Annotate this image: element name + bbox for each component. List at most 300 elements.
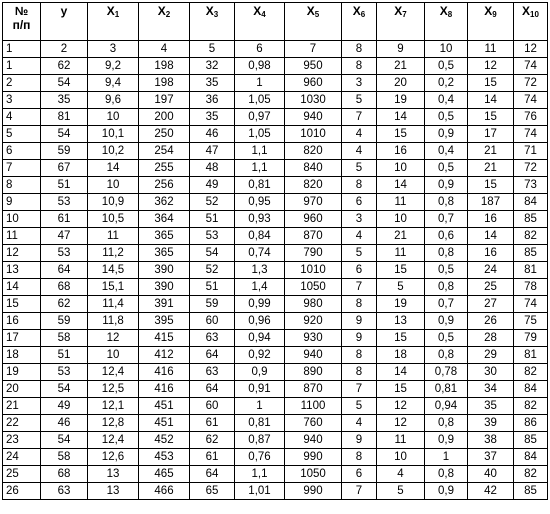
table-cell: 0,76 xyxy=(235,449,285,466)
table-cell: 58 xyxy=(41,449,88,466)
table-cell: 40 xyxy=(468,466,514,483)
table-cell: 60 xyxy=(190,313,235,330)
table-cell: 9,6 xyxy=(88,92,139,109)
table-cell: 27 xyxy=(468,296,514,313)
table-cell: 9 xyxy=(342,432,377,449)
row-index-cell: 25 xyxy=(3,466,41,483)
table-cell: 29 xyxy=(468,347,514,364)
column-header xyxy=(88,3,139,41)
table-row xyxy=(3,160,548,177)
table-cell: 9 xyxy=(377,41,425,58)
table-cell: 10,9 xyxy=(88,194,139,211)
table-cell: 75 xyxy=(514,313,548,330)
table-cell: 1,1 xyxy=(235,160,285,177)
row-index-cell: 24 xyxy=(3,449,41,466)
table-cell: 11 xyxy=(377,194,425,211)
table-cell: 10 xyxy=(88,177,139,194)
column-header-subscript: 1 xyxy=(114,10,120,19)
table-cell: 1 xyxy=(425,449,468,466)
table-row xyxy=(3,109,548,126)
table-cell: 365 xyxy=(139,245,190,262)
table-cell: 21 xyxy=(377,58,425,75)
table-cell: 54 xyxy=(41,75,88,92)
table-cell: 14 xyxy=(468,92,514,109)
table-cell: 35 xyxy=(190,75,235,92)
table-cell: 1,05 xyxy=(235,92,285,109)
table-cell: 3 xyxy=(342,75,377,92)
table-cell: 0,9 xyxy=(425,432,468,449)
table-cell: 10 xyxy=(425,41,468,58)
table-cell: 14 xyxy=(377,177,425,194)
row-index-cell: 2 xyxy=(3,75,41,92)
table-row xyxy=(3,398,548,415)
column-header xyxy=(235,3,285,41)
table-cell: 13 xyxy=(88,483,139,500)
table-cell: 7 xyxy=(342,381,377,398)
table-cell: 82 xyxy=(514,364,548,381)
table-cell: 415 xyxy=(139,330,190,347)
column-header xyxy=(41,3,88,41)
table-cell: 1050 xyxy=(285,466,342,483)
table-cell: 5 xyxy=(377,483,425,500)
table-cell: 0,84 xyxy=(235,228,285,245)
table-cell: 59 xyxy=(41,313,88,330)
table-cell: 14 xyxy=(468,228,514,245)
table-cell: 49 xyxy=(41,398,88,415)
table-cell: 15 xyxy=(468,177,514,194)
table-cell: 59 xyxy=(190,296,235,313)
table-cell: 4 xyxy=(342,228,377,245)
column-header xyxy=(377,3,425,41)
table-cell: 38 xyxy=(468,432,514,449)
table-row xyxy=(3,228,548,245)
table-cell: 12 xyxy=(514,41,548,58)
table-cell: 74 xyxy=(514,126,548,143)
table-cell: 1 xyxy=(235,75,285,92)
column-header xyxy=(468,3,514,41)
table-cell: 10 xyxy=(377,160,425,177)
table-cell: 65 xyxy=(190,483,235,500)
table-row xyxy=(3,194,548,211)
column-header-label: X xyxy=(253,4,262,18)
table-cell: 0,74 xyxy=(235,245,285,262)
table-cell: 11 xyxy=(377,245,425,262)
table-cell: 0,7 xyxy=(425,296,468,313)
column-header-label: X xyxy=(484,4,493,18)
table-cell: 0,81 xyxy=(235,177,285,194)
table-cell: 11,2 xyxy=(88,245,139,262)
column-header-subscript: 6 xyxy=(360,10,366,19)
table-cell: 198 xyxy=(139,58,190,75)
table-cell: 53 xyxy=(41,194,88,211)
table-cell: 990 xyxy=(285,449,342,466)
table-cell: 0,95 xyxy=(235,194,285,211)
column-header-label: y xyxy=(60,4,68,18)
table-cell: 2 xyxy=(41,41,88,58)
table-cell: 20 xyxy=(377,75,425,92)
table-cell: 16 xyxy=(377,143,425,160)
table-cell: 52 xyxy=(190,194,235,211)
table-row xyxy=(3,364,548,381)
table-row xyxy=(3,92,548,109)
table-cell: 14 xyxy=(88,160,139,177)
table-cell: 0,9 xyxy=(425,313,468,330)
table-cell: 940 xyxy=(285,347,342,364)
table-cell: 7 xyxy=(285,41,342,58)
table-cell: 64 xyxy=(190,466,235,483)
column-header xyxy=(285,3,342,41)
table-row xyxy=(3,330,548,347)
table-cell: 60 xyxy=(190,398,235,415)
column-header-subscript: 5 xyxy=(314,10,320,19)
table-cell: 64 xyxy=(190,381,235,398)
table-cell: 840 xyxy=(285,160,342,177)
column-header xyxy=(139,3,190,41)
table-cell: 0,5 xyxy=(425,330,468,347)
table-cell: 10 xyxy=(88,109,139,126)
table-cell: 4 xyxy=(377,466,425,483)
table-cell: 0,97 xyxy=(235,109,285,126)
table-cell: 10,1 xyxy=(88,126,139,143)
column-header-label: X xyxy=(394,4,403,18)
table-cell: 12,4 xyxy=(88,364,139,381)
table-cell: 10,5 xyxy=(88,211,139,228)
table-cell: 30 xyxy=(468,364,514,381)
table-cell: 940 xyxy=(285,109,342,126)
table-cell: 51 xyxy=(190,211,235,228)
table-row xyxy=(3,211,548,228)
table-cell: 21 xyxy=(468,143,514,160)
table-cell: 1 xyxy=(235,398,285,415)
table-cell: 4 xyxy=(342,415,377,432)
table-cell: 0,9 xyxy=(235,364,285,381)
table-cell: 74 xyxy=(514,58,548,75)
table-cell: 6 xyxy=(342,194,377,211)
table-cell: 11,8 xyxy=(88,313,139,330)
column-header-label: X xyxy=(352,4,361,18)
row-index-cell: 6 xyxy=(3,143,41,160)
table-cell: 8 xyxy=(342,347,377,364)
table-cell: 250 xyxy=(139,126,190,143)
table-cell: 364 xyxy=(139,211,190,228)
table-cell: 0,98 xyxy=(235,58,285,75)
table-cell: 68 xyxy=(41,466,88,483)
table-cell: 0,4 xyxy=(425,92,468,109)
row-index-cell: 21 xyxy=(3,398,41,415)
table-row xyxy=(3,296,548,313)
table-cell: 452 xyxy=(139,432,190,449)
table-cell: 0,87 xyxy=(235,432,285,449)
row-index-cell: 22 xyxy=(3,415,41,432)
table-cell: 870 xyxy=(285,228,342,245)
table-cell: 84 xyxy=(514,381,548,398)
table-cell: 78 xyxy=(514,279,548,296)
table-cell: 5 xyxy=(342,160,377,177)
table-cell: 453 xyxy=(139,449,190,466)
table-cell: 0,9 xyxy=(425,177,468,194)
table-cell: 9 xyxy=(342,330,377,347)
table-cell: 7 xyxy=(342,109,377,126)
table-cell: 1,3 xyxy=(235,262,285,279)
table-cell: 85 xyxy=(514,211,548,228)
table-cell: 0,8 xyxy=(425,415,468,432)
table-row xyxy=(3,279,548,296)
table-cell: 54 xyxy=(41,126,88,143)
table-cell: 15 xyxy=(468,75,514,92)
table-row xyxy=(3,381,548,398)
table-cell: 198 xyxy=(139,75,190,92)
table-cell: 890 xyxy=(285,364,342,381)
column-header-label: X xyxy=(522,4,531,18)
column-header-subscript: 10 xyxy=(530,10,539,19)
table-cell: 12,6 xyxy=(88,449,139,466)
table-cell: 9,2 xyxy=(88,58,139,75)
table-cell: 53 xyxy=(190,228,235,245)
row-index-cell: 1 xyxy=(3,58,41,75)
table-cell: 0,81 xyxy=(425,381,468,398)
table-cell: 64 xyxy=(41,262,88,279)
row-index-cell: 20 xyxy=(3,381,41,398)
table-cell: 920 xyxy=(285,313,342,330)
row-index-cell: 17 xyxy=(3,330,41,347)
table-cell: 58 xyxy=(41,330,88,347)
table-cell: 0,9 xyxy=(425,126,468,143)
table-cell: 51 xyxy=(190,279,235,296)
table-cell: 12,1 xyxy=(88,398,139,415)
row-index-cell: 16 xyxy=(3,313,41,330)
table-cell: 870 xyxy=(285,381,342,398)
table-cell: 74 xyxy=(514,92,548,109)
table-cell: 36 xyxy=(190,92,235,109)
table-cell: 35 xyxy=(41,92,88,109)
table-cell: 790 xyxy=(285,245,342,262)
table-cell: 62 xyxy=(190,432,235,449)
column-header-label: X xyxy=(306,4,315,18)
table-cell: 960 xyxy=(285,75,342,92)
table-cell: 11 xyxy=(377,432,425,449)
table-cell: 21 xyxy=(377,228,425,245)
table-cell: 82 xyxy=(514,228,548,245)
table-row xyxy=(3,75,548,92)
table-cell: 59 xyxy=(41,143,88,160)
table-row xyxy=(3,58,548,75)
table-row xyxy=(3,466,548,483)
table-cell: 6 xyxy=(342,262,377,279)
table-cell: 5 xyxy=(342,398,377,415)
table-cell: 1100 xyxy=(285,398,342,415)
table-cell: 15,1 xyxy=(88,279,139,296)
table-cell: 13 xyxy=(377,313,425,330)
column-header-label: п/п xyxy=(12,18,31,32)
table-cell: 62 xyxy=(41,296,88,313)
table-cell: 12,4 xyxy=(88,432,139,449)
table-row xyxy=(3,126,548,143)
table-cell: 48 xyxy=(190,160,235,177)
table-cell: 7 xyxy=(342,279,377,296)
table-cell: 85 xyxy=(514,483,548,500)
table-cell: 76 xyxy=(514,109,548,126)
table-cell: 47 xyxy=(190,143,235,160)
table-cell: 81 xyxy=(514,262,548,279)
table-cell: 81 xyxy=(514,347,548,364)
table-cell: 187 xyxy=(468,194,514,211)
table-cell: 49 xyxy=(190,177,235,194)
table-cell: 5 xyxy=(190,41,235,58)
table-cell: 37 xyxy=(468,449,514,466)
table-cell: 11,4 xyxy=(88,296,139,313)
table-cell: 54 xyxy=(190,245,235,262)
table-cell: 0,8 xyxy=(425,194,468,211)
table-cell: 451 xyxy=(139,398,190,415)
table-cell: 1,1 xyxy=(235,143,285,160)
table-cell: 1,4 xyxy=(235,279,285,296)
row-index-cell: 9 xyxy=(3,194,41,211)
table-cell: 11 xyxy=(88,228,139,245)
table-cell: 61 xyxy=(41,211,88,228)
row-index-cell: 12 xyxy=(3,245,41,262)
table-cell: 4 xyxy=(139,41,190,58)
table-cell: 0,92 xyxy=(235,347,285,364)
table-cell: 73 xyxy=(514,177,548,194)
table-cell: 0,93 xyxy=(235,211,285,228)
table-cell: 67 xyxy=(41,160,88,177)
column-header xyxy=(425,3,468,41)
table-cell: 254 xyxy=(139,143,190,160)
table-cell: 3 xyxy=(342,211,377,228)
table-cell: 0,8 xyxy=(425,347,468,364)
table-cell: 72 xyxy=(514,160,548,177)
table-cell: 255 xyxy=(139,160,190,177)
column-header xyxy=(3,3,41,41)
table-cell: 820 xyxy=(285,143,342,160)
table-cell: 12,8 xyxy=(88,415,139,432)
table-cell: 390 xyxy=(139,279,190,296)
column-header xyxy=(190,3,235,41)
table-cell: 990 xyxy=(285,483,342,500)
row-index-cell: 15 xyxy=(3,296,41,313)
table-row xyxy=(3,347,548,364)
table-cell: 940 xyxy=(285,432,342,449)
data-table-container xyxy=(2,2,548,500)
table-cell: 8 xyxy=(342,364,377,381)
table-cell: 980 xyxy=(285,296,342,313)
table-cell: 930 xyxy=(285,330,342,347)
table-cell: 12 xyxy=(468,58,514,75)
table-cell: 0,5 xyxy=(425,109,468,126)
table-cell: 26 xyxy=(468,313,514,330)
table-cell: 12 xyxy=(88,330,139,347)
table-cell: 10 xyxy=(88,347,139,364)
row-index-cell: 26 xyxy=(3,483,41,500)
table-cell: 5 xyxy=(342,245,377,262)
table-cell: 15 xyxy=(468,109,514,126)
table-cell: 12,5 xyxy=(88,381,139,398)
table-cell: 1,01 xyxy=(235,483,285,500)
table-cell: 28 xyxy=(468,330,514,347)
table-cell: 16 xyxy=(468,245,514,262)
table-cell: 395 xyxy=(139,313,190,330)
table-cell: 63 xyxy=(190,330,235,347)
column-header xyxy=(342,3,377,41)
table-cell: 79 xyxy=(514,330,548,347)
table-cell: 85 xyxy=(514,245,548,262)
table-cell: 63 xyxy=(41,483,88,500)
table-cell: 82 xyxy=(514,466,548,483)
column-header-label: X xyxy=(439,4,448,18)
table-cell: 950 xyxy=(285,58,342,75)
table-cell: 35 xyxy=(468,398,514,415)
table-cell: 6 xyxy=(235,41,285,58)
table-cell: 86 xyxy=(514,415,548,432)
column-header-label: № xyxy=(14,4,29,18)
table-cell: 62 xyxy=(41,58,88,75)
row-index-cell: 18 xyxy=(3,347,41,364)
column-header-subscript: 2 xyxy=(165,10,171,19)
row-index-cell: 4 xyxy=(3,109,41,126)
table-cell: 81 xyxy=(41,109,88,126)
column-number-row xyxy=(3,41,548,58)
table-cell: 0,4 xyxy=(425,143,468,160)
row-index-cell: 8 xyxy=(3,177,41,194)
table-cell: 391 xyxy=(139,296,190,313)
table-cell: 0,9 xyxy=(425,483,468,500)
table-cell: 466 xyxy=(139,483,190,500)
table-cell: 84 xyxy=(514,449,548,466)
row-index-cell: 10 xyxy=(3,211,41,228)
column-header-subscript: 4 xyxy=(261,10,266,19)
table-cell: 1030 xyxy=(285,92,342,109)
table-cell: 14 xyxy=(377,109,425,126)
table-cell: 1,1 xyxy=(235,466,285,483)
table-cell: 0,99 xyxy=(235,296,285,313)
table-cell: 0,96 xyxy=(235,313,285,330)
column-header xyxy=(514,3,548,41)
table-cell: 1050 xyxy=(285,279,342,296)
table-cell: 82 xyxy=(514,398,548,415)
table-cell: 54 xyxy=(41,432,88,449)
row-index-cell: 14 xyxy=(3,279,41,296)
table-cell: 5 xyxy=(377,279,425,296)
table-cell: 820 xyxy=(285,177,342,194)
table-cell: 61 xyxy=(190,449,235,466)
table-body xyxy=(3,41,548,500)
table-cell: 4 xyxy=(342,126,377,143)
data-table xyxy=(2,2,548,500)
table-cell: 25 xyxy=(468,279,514,296)
table-cell: 1010 xyxy=(285,262,342,279)
table-cell: 74 xyxy=(514,296,548,313)
row-index-cell: 23 xyxy=(3,432,41,449)
table-cell: 0,94 xyxy=(425,398,468,415)
table-cell: 51 xyxy=(41,347,88,364)
table-cell: 71 xyxy=(514,143,548,160)
table-row xyxy=(3,449,548,466)
table-cell: 8 xyxy=(342,177,377,194)
table-row xyxy=(3,415,548,432)
table-cell: 14,5 xyxy=(88,262,139,279)
table-cell: 8 xyxy=(342,58,377,75)
table-cell: 10 xyxy=(377,211,425,228)
table-cell: 7 xyxy=(342,483,377,500)
table-cell: 54 xyxy=(41,381,88,398)
table-cell: 0,81 xyxy=(235,415,285,432)
table-cell: 35 xyxy=(190,109,235,126)
table-row xyxy=(3,313,548,330)
table-row xyxy=(3,483,548,500)
table-cell: 14 xyxy=(377,364,425,381)
row-index-cell: 1 xyxy=(3,41,41,58)
column-header-label: X xyxy=(157,4,166,18)
